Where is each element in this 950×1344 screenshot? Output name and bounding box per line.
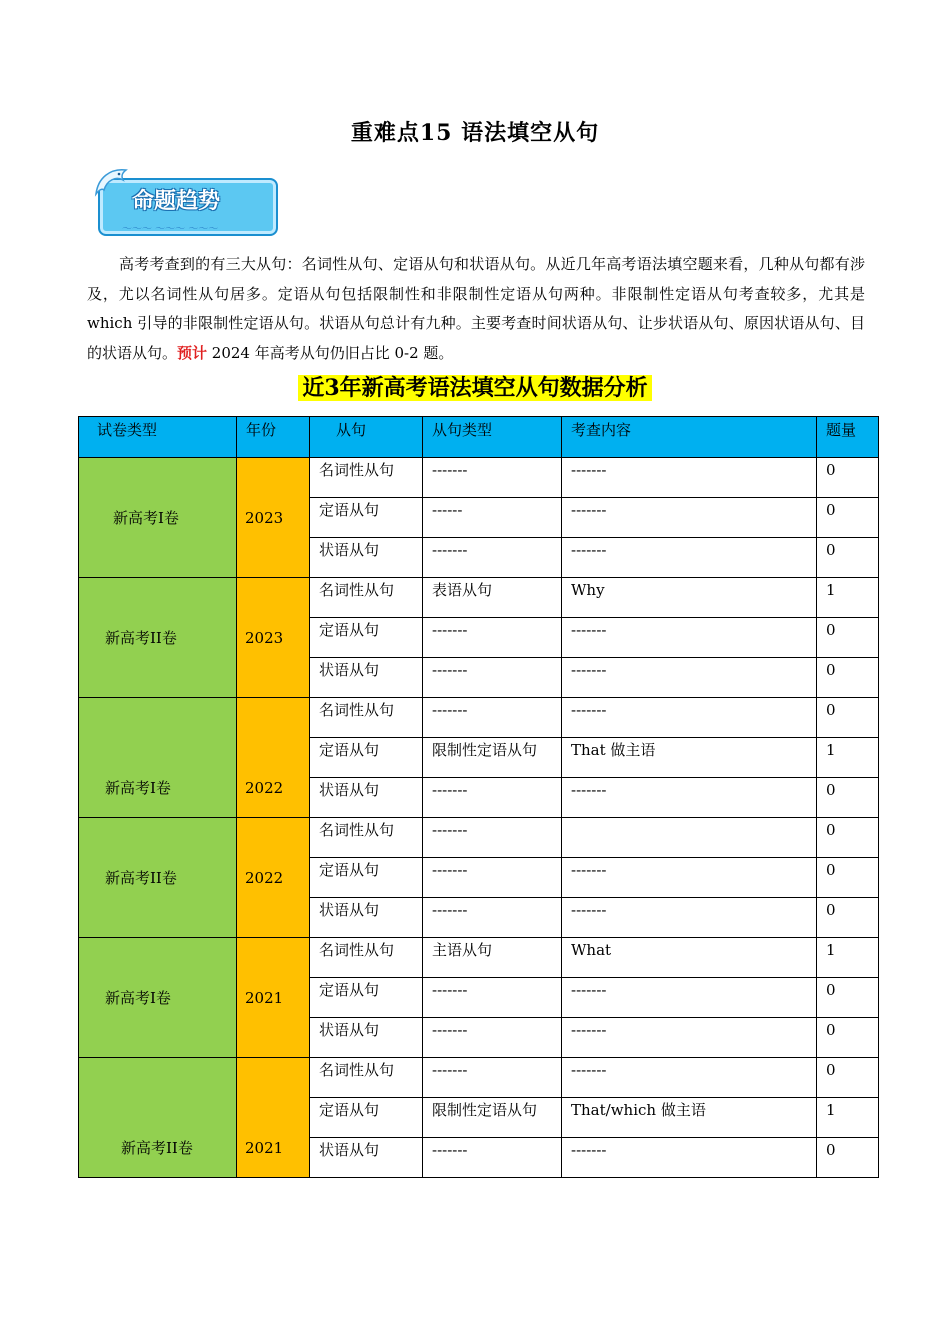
content-cell: ------- — [562, 858, 817, 898]
intro-paragraph — [87, 250, 865, 368]
content-cell: ------- — [562, 1138, 817, 1178]
clause-cell: 定语从句 — [310, 1098, 423, 1138]
year-cell: 2021 — [237, 938, 310, 1058]
clause-type-cell: ------- — [423, 1018, 562, 1058]
clause-type-cell: ------- — [423, 458, 562, 498]
content-cell: That/which 做主语 — [562, 1098, 817, 1138]
content-cell: That 做主语 — [562, 738, 817, 778]
clause-type-cell: ------- — [423, 1138, 562, 1178]
count-cell: 0 — [817, 778, 879, 818]
count-cell: 0 — [817, 498, 879, 538]
year-cell: 2022 — [237, 818, 310, 938]
count-cell: 1 — [817, 738, 879, 778]
paper-type-cell: 新高考I卷 — [79, 458, 237, 578]
count-cell: 0 — [817, 658, 879, 698]
content-cell — [562, 818, 817, 858]
header-cell: 从句 — [310, 417, 423, 458]
clause-type-cell: ------- — [423, 858, 562, 898]
intro-text-end: 2024 年高考从句仍旧占比 0-2 题。 — [207, 343, 454, 362]
table-row — [79, 578, 879, 618]
clause-cell: 定语从句 — [310, 978, 423, 1018]
clause-type-cell: ------- — [423, 658, 562, 698]
clause-type-cell: ------- — [423, 818, 562, 858]
header-cell: 年份 — [237, 417, 310, 458]
paper-type-cell: 新高考II卷 — [79, 818, 237, 938]
data-table — [78, 416, 879, 1178]
clause-type-cell: 限制性定语从句 — [423, 1098, 562, 1138]
content-cell: What — [562, 938, 817, 978]
content-cell: ------- — [562, 458, 817, 498]
content-cell: ------- — [562, 898, 817, 938]
table-title — [0, 371, 950, 402]
dolphin-icon — [92, 164, 136, 204]
clause-type-cell: ------- — [423, 1058, 562, 1098]
clause-cell: 状语从句 — [310, 538, 423, 578]
content-cell: Why — [562, 578, 817, 618]
count-cell: 0 — [817, 698, 879, 738]
header-cell: 考查内容 — [562, 417, 817, 458]
clause-cell: 状语从句 — [310, 898, 423, 938]
content-cell: ------- — [562, 498, 817, 538]
content-cell: ------- — [562, 658, 817, 698]
count-cell: 0 — [817, 538, 879, 578]
table-row — [79, 818, 879, 858]
count-cell: 1 — [817, 578, 879, 618]
content-cell: ------- — [562, 698, 817, 738]
clause-type-cell: 限制性定语从句 — [423, 738, 562, 778]
clause-cell: 名词性从句 — [310, 818, 423, 858]
paper-type-cell: 新高考II卷 — [79, 1058, 237, 1178]
count-cell: 0 — [817, 818, 879, 858]
content-cell: ------- — [562, 538, 817, 578]
clause-type-cell: ------- — [423, 898, 562, 938]
paper-type-cell: 新高考I卷 — [79, 938, 237, 1058]
table-row — [79, 698, 879, 738]
clause-type-cell: ------ — [423, 498, 562, 538]
content-cell: ------- — [562, 618, 817, 658]
count-cell: 0 — [817, 458, 879, 498]
table-title-text: 近3年新高考语法填空从句数据分析 — [298, 375, 651, 401]
clause-cell: 名词性从句 — [310, 938, 423, 978]
content-cell: ------- — [562, 778, 817, 818]
paper-type-cell: 新高考II卷 — [79, 578, 237, 698]
clause-cell: 名词性从句 — [310, 578, 423, 618]
count-cell: 0 — [817, 1018, 879, 1058]
content-cell: ------- — [562, 1018, 817, 1058]
table-row — [79, 938, 879, 978]
count-cell: 0 — [817, 858, 879, 898]
clause-type-cell: 表语从句 — [423, 578, 562, 618]
count-cell: 0 — [817, 898, 879, 938]
section-badge — [92, 164, 282, 240]
year-cell: 2023 — [237, 578, 310, 698]
header-cell: 试卷类型 — [79, 417, 237, 458]
clause-cell: 定语从句 — [310, 858, 423, 898]
header-cell: 题量 — [817, 417, 879, 458]
count-cell: 1 — [817, 938, 879, 978]
intro-text: 高考考查到的有三大从句：名词性从句、定语从句和状语从句。从近几年高考语法填空题来看，几种从句都有涉及，尤以名词性从句居多。定语从句包括限制性和非限制性定语从句两种。非限制性定语从句考查较多，尤其是 which 引导的非限制性定语从句。状语从句总计有九种。主要考查时间状语从句、让步状语从句、原因状语从句、目的状语从句。 — [87, 255, 865, 362]
paper-type-cell: 新高考I卷 — [79, 698, 237, 818]
count-cell: 0 — [817, 978, 879, 1018]
table-row — [79, 1058, 879, 1098]
clause-cell: 名词性从句 — [310, 698, 423, 738]
clause-cell: 名词性从句 — [310, 1058, 423, 1098]
header-cell: 从句类型 — [423, 417, 562, 458]
clause-cell: 状语从句 — [310, 778, 423, 818]
clause-cell: 定语从句 — [310, 738, 423, 778]
wave-decoration: 〜〜〜 〜〜〜 〜〜〜 — [122, 224, 219, 235]
clause-cell: 状语从句 — [310, 1138, 423, 1178]
clause-type-cell: ------- — [423, 778, 562, 818]
content-cell: ------- — [562, 1058, 817, 1098]
clause-type-cell: ------- — [423, 618, 562, 658]
clause-type-cell: ------- — [423, 698, 562, 738]
badge-label: 命题趋势 — [132, 189, 221, 214]
count-cell: 1 — [817, 1098, 879, 1138]
page-title: 重难点15 语法填空从句 — [350, 120, 600, 146]
clause-cell: 状语从句 — [310, 1018, 423, 1058]
count-cell: 0 — [817, 618, 879, 658]
year-cell: 2022 — [237, 698, 310, 818]
count-cell: 0 — [817, 1058, 879, 1098]
clause-cell: 状语从句 — [310, 658, 423, 698]
clause-cell: 定语从句 — [310, 618, 423, 658]
clause-type-cell: 主语从句 — [423, 938, 562, 978]
content-cell: ------- — [562, 978, 817, 1018]
table-header-row — [79, 417, 879, 458]
clause-cell: 定语从句 — [310, 498, 423, 538]
clause-cell: 名词性从句 — [310, 458, 423, 498]
year-cell: 2023 — [237, 458, 310, 578]
clause-type-cell: ------- — [423, 538, 562, 578]
year-cell: 2021 — [237, 1058, 310, 1178]
intro-highlight: 预计 — [177, 343, 208, 362]
clause-type-cell: ------- — [423, 978, 562, 1018]
table-row — [79, 458, 879, 498]
count-cell: 0 — [817, 1138, 879, 1178]
